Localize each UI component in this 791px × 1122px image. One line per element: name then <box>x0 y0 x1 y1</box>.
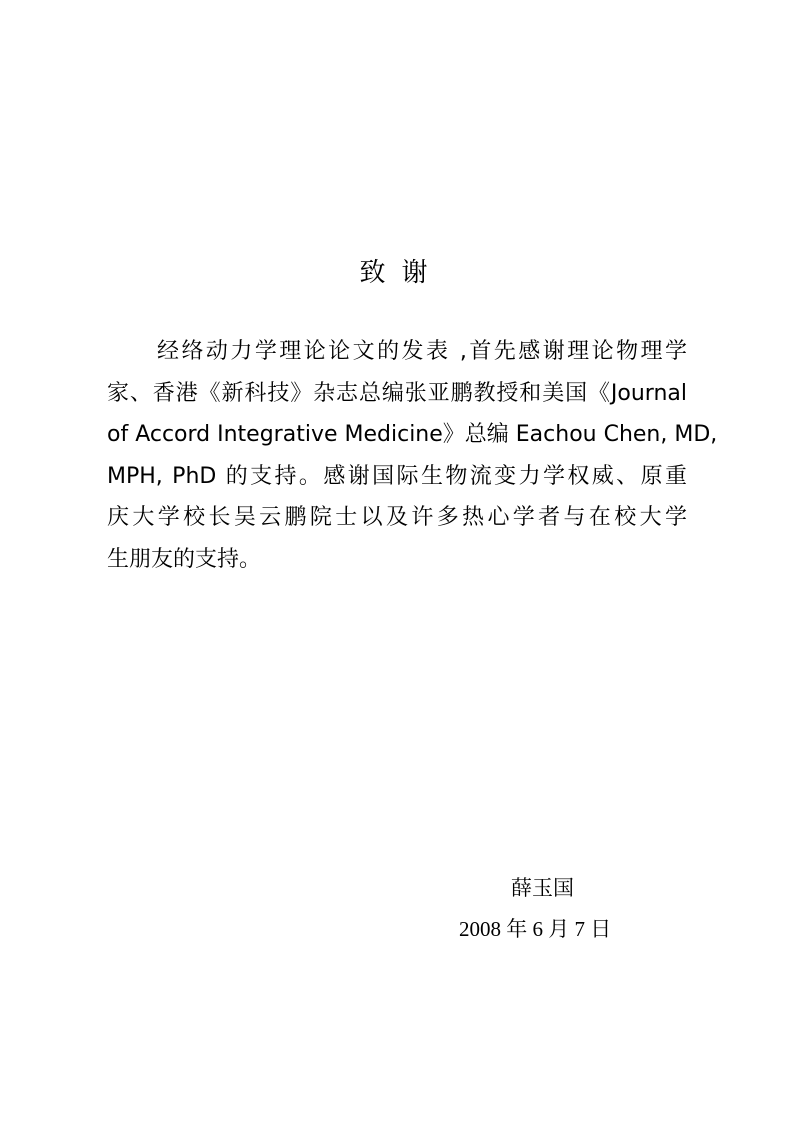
body-line-1: 经络动力学理论论文的发表 ,首先感谢理论物理学 <box>157 339 687 364</box>
acknowledgement-paragraph <box>107 331 718 580</box>
author-signature: 薛玉国 <box>511 876 574 900</box>
signature-date: 2008 年 6 月 7 日 <box>459 917 612 941</box>
page-title <box>0 252 791 289</box>
title-char-1: 致 <box>359 258 390 288</box>
title-char-2: 谢 <box>401 258 432 288</box>
body-line-5: 庆大学校长吴云鹏院士以及许多热心学者与在校大学 <box>107 505 687 530</box>
body-line-6: 生朋友的支持。 <box>107 546 262 572</box>
body-line-2: 家、香港《新科技》杂志总编张亚鹏教授和美国《Journal <box>107 380 687 406</box>
body-line-4: MPH, PhD 的支持。感谢国际生物流变力学权威、原重 <box>107 463 687 489</box>
body-line-3: of Accord Integrative Medicine》总编 Eachou Chen, MD, <box>107 422 718 447</box>
